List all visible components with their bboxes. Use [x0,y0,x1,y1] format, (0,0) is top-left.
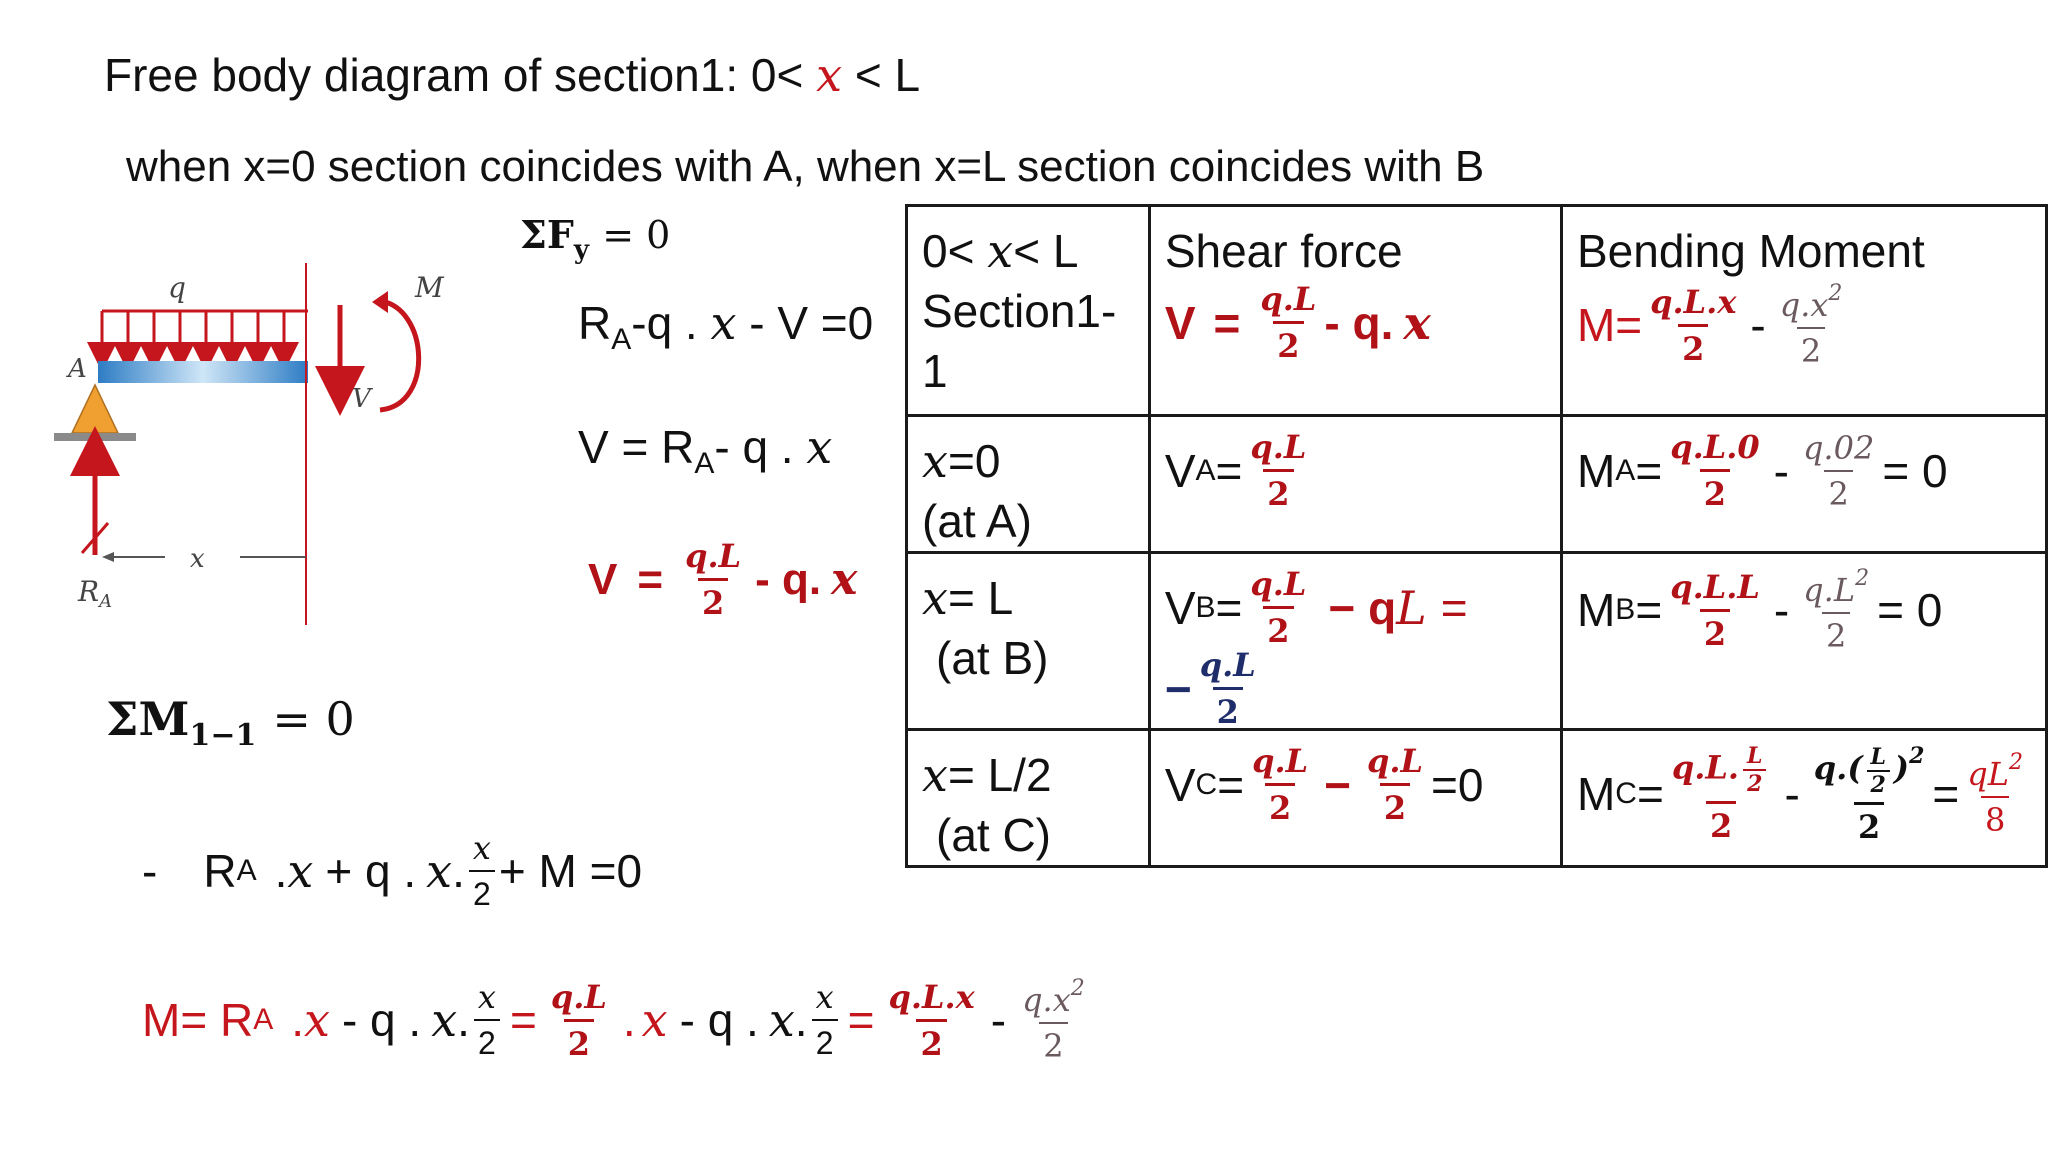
title-suffix: < L [854,49,921,101]
sum-fy-equation: $\Sigma F_y = 0$ [520,212,671,265]
header-moment-cell: Bending Moment M= $\frac{q.L.x}{2}$ - $\frac{q.x^2}{2}$ [1561,206,2046,416]
equation-1: $R_A-q$ . x - V =0 [578,296,874,356]
page-title [104,48,920,102]
subtitle: when x=0 section coincides with A, when x=L section coincides with B [126,142,1485,191]
header-shear-cell: Shear force V = $\frac{q.L}{2}$ - q. x [1149,206,1561,416]
table-header-row [907,206,2047,416]
q-label: q [168,271,186,304]
header-section-cell: 0< x< L Section1- 1 [907,206,1150,416]
table-row-at-a: x=0 (at A) V A = $\frac{q.L}{2}$ M A = $\frac{q.L.0}{2}$ - $\frac{q.02}{2}$ = 0 [907,416,2047,553]
m-label: M [415,271,444,304]
title-prefix: Free body diagram of section1: 0< [104,49,804,101]
x-label: x [190,544,205,574]
equation-4: - R A . x + q . x . $\frac{x}{2}$ + M =0 [142,829,643,912]
equation-2: $V = R_A-$ q . x [578,420,833,480]
equation-3: V = $\frac{q.L}{2}$ - q. x [588,537,858,622]
free-body-diagram [50,255,470,635]
pin-support [72,385,118,433]
v-label: V [352,384,371,414]
ra-label: $R_A$ [78,575,113,612]
sum-m-equation: $\Sigma M_{1-1} = 0$ [106,692,355,753]
ground [54,433,136,441]
a-label: A [68,354,87,384]
beam [98,361,308,383]
moment-arrow [380,301,419,410]
table-row-at-b: x= L (at B) V B = $\frac{q.L}{2}$ − q L = − $\frac{q.L}{2}$ M B = $\frac{q.L.L}{2}$ - $\frac{q.L^2}{2}$ = 0 [907,553,2047,730]
results-table [905,204,2048,868]
distributed-load [102,311,308,357]
equation-5: M= R A . x - q . x . $\frac{x}{2}$ = $\frac{q.L}{2}$ . x - q . x . $\frac{x}{2}$ = $\frac{q.L.x}{2}$ - $\frac{q.x^2}{2}$ [142,976,1085,1065]
title-var: x [816,48,843,102]
table-row-at-c: x= L/2 (at C) V C = $\frac{q.L}{2}$ − $\frac{q.L}{2}$ =0 M C = q.L. $\frac{L}{2}$ 2 - q.( $\frac{L}{2}$ )$^2$ 2 = $\frac{qL^2}{8}$ [907,730,2047,867]
